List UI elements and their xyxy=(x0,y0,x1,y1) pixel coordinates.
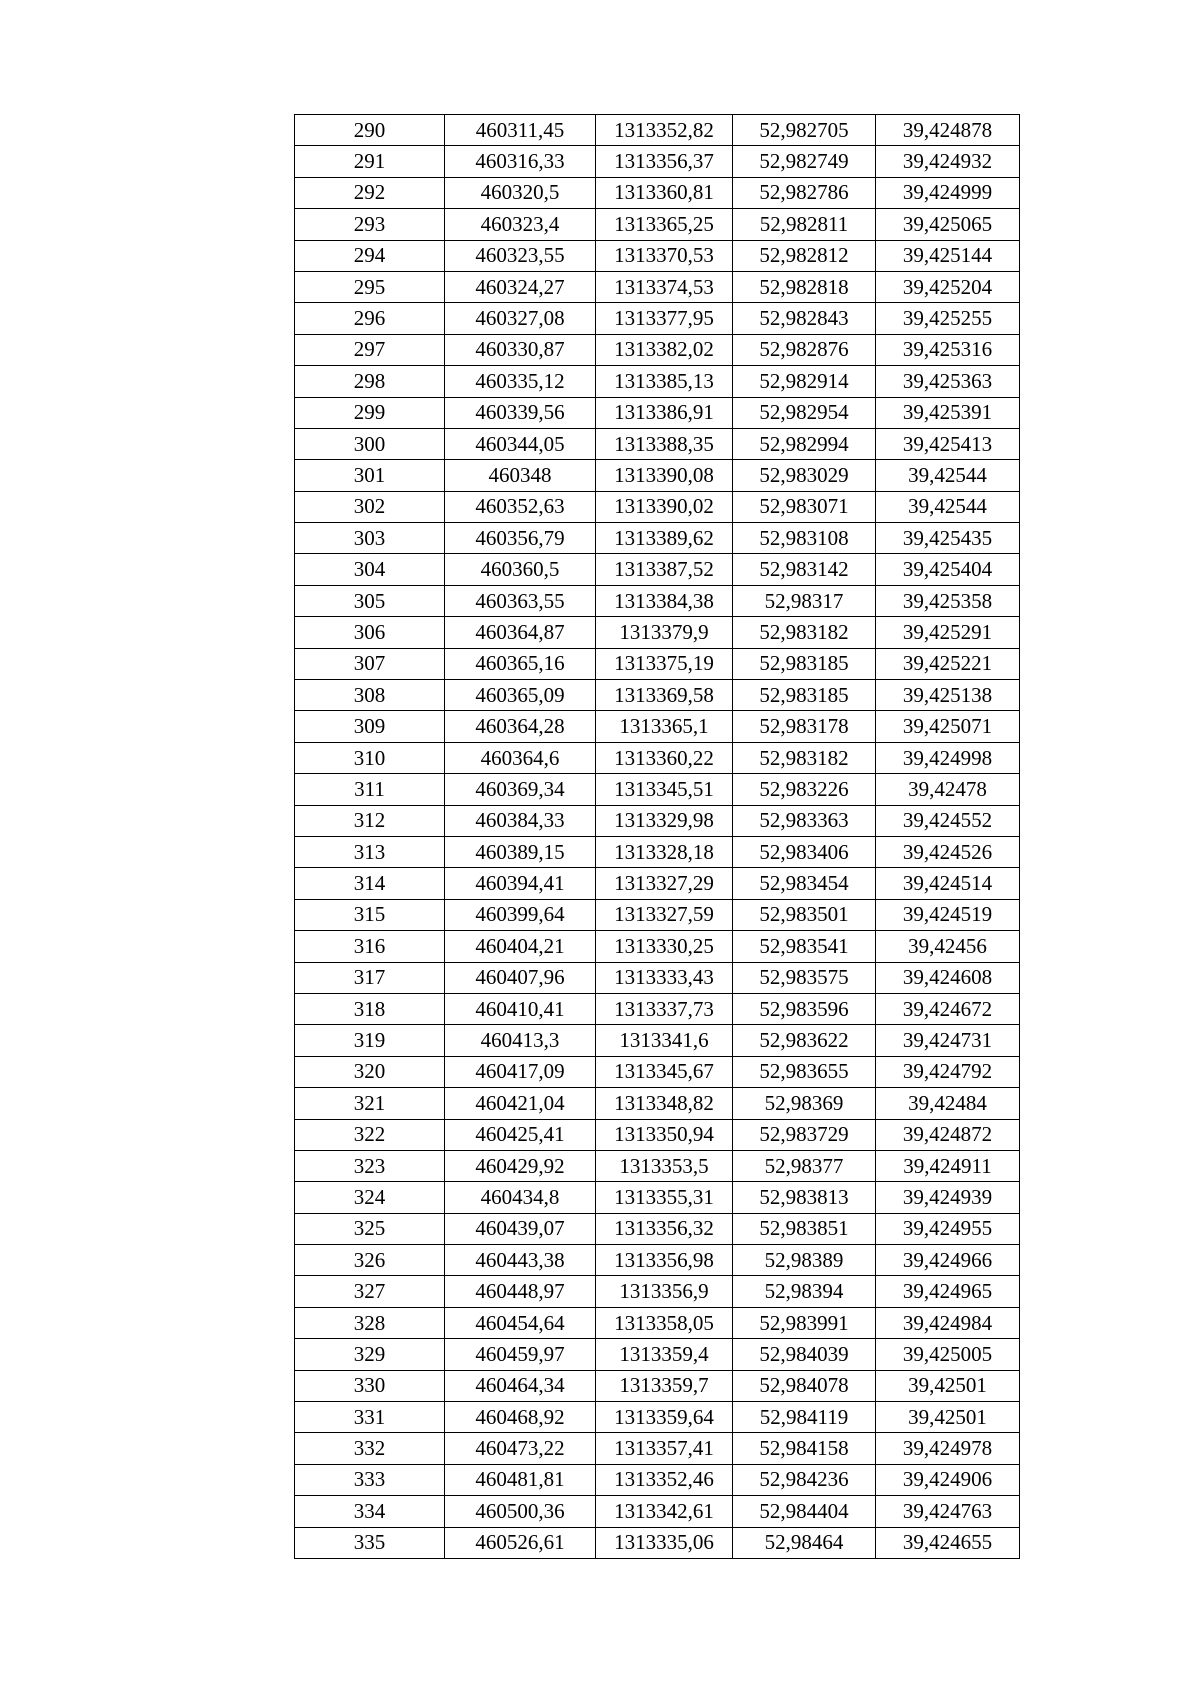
y-coordinate-cell: 1313360,81 xyxy=(596,177,733,208)
y-coordinate-cell: 1313333,43 xyxy=(596,962,733,993)
table-row xyxy=(295,1150,1020,1181)
longitude-cell: 39,425065 xyxy=(876,209,1020,240)
latitude-cell: 52,983178 xyxy=(733,711,876,742)
y-coordinate-cell: 1313355,31 xyxy=(596,1182,733,1213)
table-row xyxy=(295,617,1020,648)
point-number-cell: 304 xyxy=(295,554,445,585)
latitude-cell: 52,983991 xyxy=(733,1307,876,1338)
y-coordinate-cell: 1313358,05 xyxy=(596,1307,733,1338)
x-coordinate-cell: 460339,56 xyxy=(445,397,596,428)
y-coordinate-cell: 1313375,19 xyxy=(596,648,733,679)
longitude-cell: 39,425138 xyxy=(876,680,1020,711)
longitude-cell: 39,424872 xyxy=(876,1119,1020,1150)
latitude-cell: 52,983108 xyxy=(733,523,876,554)
point-number-cell: 311 xyxy=(295,774,445,805)
x-coordinate-cell: 460526,61 xyxy=(445,1527,596,1558)
latitude-cell: 52,984119 xyxy=(733,1402,876,1433)
point-number-cell: 324 xyxy=(295,1182,445,1213)
x-coordinate-cell: 460364,87 xyxy=(445,617,596,648)
y-coordinate-cell: 1313359,4 xyxy=(596,1339,733,1370)
point-number-cell: 321 xyxy=(295,1088,445,1119)
latitude-cell: 52,983454 xyxy=(733,868,876,899)
y-coordinate-cell: 1313359,64 xyxy=(596,1402,733,1433)
latitude-cell: 52,984039 xyxy=(733,1339,876,1370)
latitude-cell: 52,982811 xyxy=(733,209,876,240)
y-coordinate-cell: 1313379,9 xyxy=(596,617,733,648)
y-coordinate-cell: 1313327,59 xyxy=(596,899,733,930)
longitude-cell: 39,425071 xyxy=(876,711,1020,742)
table-row xyxy=(295,428,1020,459)
x-coordinate-cell: 460364,28 xyxy=(445,711,596,742)
y-coordinate-cell: 1313327,29 xyxy=(596,868,733,899)
y-coordinate-cell: 1313348,82 xyxy=(596,1088,733,1119)
table-row xyxy=(295,1527,1020,1558)
table-row xyxy=(295,554,1020,585)
y-coordinate-cell: 1313356,32 xyxy=(596,1213,733,1244)
latitude-cell: 52,983655 xyxy=(733,1056,876,1087)
y-coordinate-cell: 1313385,13 xyxy=(596,366,733,397)
table-row xyxy=(295,931,1020,962)
x-coordinate-cell: 460320,5 xyxy=(445,177,596,208)
table-row xyxy=(295,115,1020,146)
table-row xyxy=(295,303,1020,334)
point-number-cell: 291 xyxy=(295,146,445,177)
latitude-cell: 52,983226 xyxy=(733,774,876,805)
longitude-cell: 39,42478 xyxy=(876,774,1020,805)
latitude-cell: 52,98377 xyxy=(733,1150,876,1181)
table-row xyxy=(295,460,1020,491)
table-row xyxy=(295,1088,1020,1119)
point-number-cell: 327 xyxy=(295,1276,445,1307)
point-number-cell: 292 xyxy=(295,177,445,208)
point-number-cell: 312 xyxy=(295,805,445,836)
latitude-cell: 52,983142 xyxy=(733,554,876,585)
latitude-cell: 52,983185 xyxy=(733,648,876,679)
table-row xyxy=(295,868,1020,899)
point-number-cell: 322 xyxy=(295,1119,445,1150)
table-row xyxy=(295,1307,1020,1338)
x-coordinate-cell: 460421,04 xyxy=(445,1088,596,1119)
point-number-cell: 300 xyxy=(295,428,445,459)
y-coordinate-cell: 1313386,91 xyxy=(596,397,733,428)
longitude-cell: 39,425435 xyxy=(876,523,1020,554)
latitude-cell: 52,982876 xyxy=(733,334,876,365)
latitude-cell: 52,983541 xyxy=(733,931,876,962)
table-row xyxy=(295,680,1020,711)
x-coordinate-cell: 460384,33 xyxy=(445,805,596,836)
longitude-cell: 39,424999 xyxy=(876,177,1020,208)
x-coordinate-cell: 460335,12 xyxy=(445,366,596,397)
point-number-cell: 332 xyxy=(295,1433,445,1464)
point-number-cell: 295 xyxy=(295,271,445,302)
x-coordinate-cell: 460439,07 xyxy=(445,1213,596,1244)
latitude-cell: 52,983596 xyxy=(733,993,876,1024)
x-coordinate-cell: 460369,34 xyxy=(445,774,596,805)
longitude-cell: 39,425316 xyxy=(876,334,1020,365)
y-coordinate-cell: 1313356,98 xyxy=(596,1245,733,1276)
table-row xyxy=(295,271,1020,302)
y-coordinate-cell: 1313345,67 xyxy=(596,1056,733,1087)
longitude-cell: 39,42501 xyxy=(876,1370,1020,1401)
longitude-cell: 39,425221 xyxy=(876,648,1020,679)
table-row xyxy=(295,648,1020,679)
latitude-cell: 52,983029 xyxy=(733,460,876,491)
latitude-cell: 52,98369 xyxy=(733,1088,876,1119)
point-number-cell: 302 xyxy=(295,491,445,522)
x-coordinate-cell: 460389,15 xyxy=(445,836,596,867)
point-number-cell: 316 xyxy=(295,931,445,962)
x-coordinate-cell: 460434,8 xyxy=(445,1182,596,1213)
latitude-cell: 52,98394 xyxy=(733,1276,876,1307)
x-coordinate-cell: 460459,97 xyxy=(445,1339,596,1370)
x-coordinate-cell: 460448,97 xyxy=(445,1276,596,1307)
latitude-cell: 52,982786 xyxy=(733,177,876,208)
y-coordinate-cell: 1313377,95 xyxy=(596,303,733,334)
point-number-cell: 309 xyxy=(295,711,445,742)
table-row xyxy=(295,1433,1020,1464)
longitude-cell: 39,425204 xyxy=(876,271,1020,302)
longitude-cell: 39,425291 xyxy=(876,617,1020,648)
longitude-cell: 39,424965 xyxy=(876,1276,1020,1307)
longitude-cell: 39,424514 xyxy=(876,868,1020,899)
longitude-cell: 39,424939 xyxy=(876,1182,1020,1213)
point-number-cell: 320 xyxy=(295,1056,445,1087)
longitude-cell: 39,424552 xyxy=(876,805,1020,836)
latitude-cell: 52,98389 xyxy=(733,1245,876,1276)
x-coordinate-cell: 460330,87 xyxy=(445,334,596,365)
point-number-cell: 307 xyxy=(295,648,445,679)
table-row xyxy=(295,1496,1020,1527)
point-number-cell: 315 xyxy=(295,899,445,930)
latitude-cell: 52,982914 xyxy=(733,366,876,397)
x-coordinate-cell: 460365,16 xyxy=(445,648,596,679)
latitude-cell: 52,983501 xyxy=(733,899,876,930)
point-number-cell: 296 xyxy=(295,303,445,334)
y-coordinate-cell: 1313387,52 xyxy=(596,554,733,585)
latitude-cell: 52,982843 xyxy=(733,303,876,334)
x-coordinate-cell: 460394,41 xyxy=(445,868,596,899)
x-coordinate-cell: 460425,41 xyxy=(445,1119,596,1150)
table-row xyxy=(295,1119,1020,1150)
coordinates-table-body xyxy=(295,115,1020,1559)
table-row xyxy=(295,836,1020,867)
latitude-cell: 52,983185 xyxy=(733,680,876,711)
longitude-cell: 39,424672 xyxy=(876,993,1020,1024)
longitude-cell: 39,424984 xyxy=(876,1307,1020,1338)
point-number-cell: 318 xyxy=(295,993,445,1024)
longitude-cell: 39,424932 xyxy=(876,146,1020,177)
longitude-cell: 39,42544 xyxy=(876,491,1020,522)
y-coordinate-cell: 1313369,58 xyxy=(596,680,733,711)
y-coordinate-cell: 1313382,02 xyxy=(596,334,733,365)
y-coordinate-cell: 1313330,25 xyxy=(596,931,733,962)
x-coordinate-cell: 460324,27 xyxy=(445,271,596,302)
longitude-cell: 39,424911 xyxy=(876,1150,1020,1181)
x-coordinate-cell: 460407,96 xyxy=(445,962,596,993)
latitude-cell: 52,982818 xyxy=(733,271,876,302)
point-number-cell: 326 xyxy=(295,1245,445,1276)
longitude-cell: 39,424763 xyxy=(876,1496,1020,1527)
x-coordinate-cell: 460417,09 xyxy=(445,1056,596,1087)
latitude-cell: 52,982705 xyxy=(733,115,876,146)
x-coordinate-cell: 460429,92 xyxy=(445,1150,596,1181)
table-row xyxy=(295,1025,1020,1056)
x-coordinate-cell: 460348 xyxy=(445,460,596,491)
y-coordinate-cell: 1313356,9 xyxy=(596,1276,733,1307)
longitude-cell: 39,424526 xyxy=(876,836,1020,867)
y-coordinate-cell: 1313357,41 xyxy=(596,1433,733,1464)
latitude-cell: 52,982994 xyxy=(733,428,876,459)
point-number-cell: 299 xyxy=(295,397,445,428)
y-coordinate-cell: 1313390,08 xyxy=(596,460,733,491)
y-coordinate-cell: 1313341,6 xyxy=(596,1025,733,1056)
latitude-cell: 52,984078 xyxy=(733,1370,876,1401)
latitude-cell: 52,984404 xyxy=(733,1496,876,1527)
y-coordinate-cell: 1313345,51 xyxy=(596,774,733,805)
latitude-cell: 52,983406 xyxy=(733,836,876,867)
point-number-cell: 328 xyxy=(295,1307,445,1338)
x-coordinate-cell: 460399,64 xyxy=(445,899,596,930)
table-row xyxy=(295,585,1020,616)
y-coordinate-cell: 1313365,25 xyxy=(596,209,733,240)
x-coordinate-cell: 460410,41 xyxy=(445,993,596,1024)
table-row xyxy=(295,209,1020,240)
latitude-cell: 52,983729 xyxy=(733,1119,876,1150)
point-number-cell: 329 xyxy=(295,1339,445,1370)
table-row xyxy=(295,146,1020,177)
latitude-cell: 52,983851 xyxy=(733,1213,876,1244)
longitude-cell: 39,425391 xyxy=(876,397,1020,428)
x-coordinate-cell: 460473,22 xyxy=(445,1433,596,1464)
latitude-cell: 52,983182 xyxy=(733,742,876,773)
table-row xyxy=(295,240,1020,271)
longitude-cell: 39,425404 xyxy=(876,554,1020,585)
y-coordinate-cell: 1313335,06 xyxy=(596,1527,733,1558)
longitude-cell: 39,425005 xyxy=(876,1339,1020,1370)
x-coordinate-cell: 460454,64 xyxy=(445,1307,596,1338)
y-coordinate-cell: 1313389,62 xyxy=(596,523,733,554)
y-coordinate-cell: 1313374,53 xyxy=(596,271,733,302)
point-number-cell: 306 xyxy=(295,617,445,648)
longitude-cell: 39,424519 xyxy=(876,899,1020,930)
table-row xyxy=(295,1339,1020,1370)
table-row xyxy=(295,366,1020,397)
y-coordinate-cell: 1313352,82 xyxy=(596,115,733,146)
x-coordinate-cell: 460481,81 xyxy=(445,1464,596,1495)
x-coordinate-cell: 460323,55 xyxy=(445,240,596,271)
y-coordinate-cell: 1313360,22 xyxy=(596,742,733,773)
point-number-cell: 308 xyxy=(295,680,445,711)
latitude-cell: 52,98317 xyxy=(733,585,876,616)
longitude-cell: 39,42484 xyxy=(876,1088,1020,1119)
point-number-cell: 290 xyxy=(295,115,445,146)
longitude-cell: 39,424655 xyxy=(876,1527,1020,1558)
longitude-cell: 39,424731 xyxy=(876,1025,1020,1056)
y-coordinate-cell: 1313370,53 xyxy=(596,240,733,271)
point-number-cell: 310 xyxy=(295,742,445,773)
point-number-cell: 294 xyxy=(295,240,445,271)
y-coordinate-cell: 1313350,94 xyxy=(596,1119,733,1150)
table-row xyxy=(295,1182,1020,1213)
table-row xyxy=(295,1370,1020,1401)
table-row xyxy=(295,334,1020,365)
y-coordinate-cell: 1313390,02 xyxy=(596,491,733,522)
table-row xyxy=(295,1464,1020,1495)
latitude-cell: 52,983071 xyxy=(733,491,876,522)
x-coordinate-cell: 460364,6 xyxy=(445,742,596,773)
latitude-cell: 52,984158 xyxy=(733,1433,876,1464)
table-row xyxy=(295,774,1020,805)
point-number-cell: 301 xyxy=(295,460,445,491)
y-coordinate-cell: 1313329,98 xyxy=(596,805,733,836)
point-number-cell: 331 xyxy=(295,1402,445,1433)
longitude-cell: 39,425413 xyxy=(876,428,1020,459)
table-row xyxy=(295,993,1020,1024)
point-number-cell: 298 xyxy=(295,366,445,397)
point-number-cell: 333 xyxy=(295,1464,445,1495)
x-coordinate-cell: 460323,4 xyxy=(445,209,596,240)
point-number-cell: 330 xyxy=(295,1370,445,1401)
longitude-cell: 39,424955 xyxy=(876,1213,1020,1244)
y-coordinate-cell: 1313384,38 xyxy=(596,585,733,616)
x-coordinate-cell: 460311,45 xyxy=(445,115,596,146)
latitude-cell: 52,982812 xyxy=(733,240,876,271)
point-number-cell: 305 xyxy=(295,585,445,616)
x-coordinate-cell: 460464,34 xyxy=(445,1370,596,1401)
longitude-cell: 39,424906 xyxy=(876,1464,1020,1495)
point-number-cell: 319 xyxy=(295,1025,445,1056)
longitude-cell: 39,424966 xyxy=(876,1245,1020,1276)
table-row xyxy=(295,711,1020,742)
latitude-cell: 52,982954 xyxy=(733,397,876,428)
x-coordinate-cell: 460360,5 xyxy=(445,554,596,585)
latitude-cell: 52,983813 xyxy=(733,1182,876,1213)
table-row xyxy=(295,899,1020,930)
y-coordinate-cell: 1313337,73 xyxy=(596,993,733,1024)
point-number-cell: 325 xyxy=(295,1213,445,1244)
table-row xyxy=(295,1056,1020,1087)
point-number-cell: 317 xyxy=(295,962,445,993)
y-coordinate-cell: 1313353,5 xyxy=(596,1150,733,1181)
x-coordinate-cell: 460327,08 xyxy=(445,303,596,334)
table-row xyxy=(295,177,1020,208)
latitude-cell: 52,983182 xyxy=(733,617,876,648)
latitude-cell: 52,983575 xyxy=(733,962,876,993)
longitude-cell: 39,424792 xyxy=(876,1056,1020,1087)
point-number-cell: 334 xyxy=(295,1496,445,1527)
y-coordinate-cell: 1313356,37 xyxy=(596,146,733,177)
x-coordinate-cell: 460468,92 xyxy=(445,1402,596,1433)
longitude-cell: 39,42456 xyxy=(876,931,1020,962)
longitude-cell: 39,424998 xyxy=(876,742,1020,773)
x-coordinate-cell: 460356,79 xyxy=(445,523,596,554)
longitude-cell: 39,425363 xyxy=(876,366,1020,397)
longitude-cell: 39,425358 xyxy=(876,585,1020,616)
table-row xyxy=(295,1213,1020,1244)
y-coordinate-cell: 1313352,46 xyxy=(596,1464,733,1495)
longitude-cell: 39,424878 xyxy=(876,115,1020,146)
table-row xyxy=(295,742,1020,773)
x-coordinate-cell: 460365,09 xyxy=(445,680,596,711)
longitude-cell: 39,424978 xyxy=(876,1433,1020,1464)
table-row xyxy=(295,523,1020,554)
latitude-cell: 52,983363 xyxy=(733,805,876,836)
x-coordinate-cell: 460363,55 xyxy=(445,585,596,616)
point-number-cell: 313 xyxy=(295,836,445,867)
x-coordinate-cell: 460344,05 xyxy=(445,428,596,459)
point-number-cell: 314 xyxy=(295,868,445,899)
point-number-cell: 303 xyxy=(295,523,445,554)
y-coordinate-cell: 1313328,18 xyxy=(596,836,733,867)
x-coordinate-cell: 460316,33 xyxy=(445,146,596,177)
x-coordinate-cell: 460500,36 xyxy=(445,1496,596,1527)
point-number-cell: 293 xyxy=(295,209,445,240)
table-row xyxy=(295,1276,1020,1307)
table-row xyxy=(295,1245,1020,1276)
point-number-cell: 335 xyxy=(295,1527,445,1558)
point-number-cell: 297 xyxy=(295,334,445,365)
y-coordinate-cell: 1313342,61 xyxy=(596,1496,733,1527)
x-coordinate-cell: 460413,3 xyxy=(445,1025,596,1056)
latitude-cell: 52,98464 xyxy=(733,1527,876,1558)
longitude-cell: 39,425255 xyxy=(876,303,1020,334)
table-row xyxy=(295,962,1020,993)
latitude-cell: 52,984236 xyxy=(733,1464,876,1495)
point-number-cell: 323 xyxy=(295,1150,445,1181)
table-row xyxy=(295,1402,1020,1433)
latitude-cell: 52,982749 xyxy=(733,146,876,177)
latitude-cell: 52,983622 xyxy=(733,1025,876,1056)
table-row xyxy=(295,491,1020,522)
y-coordinate-cell: 1313365,1 xyxy=(596,711,733,742)
y-coordinate-cell: 1313359,7 xyxy=(596,1370,733,1401)
coordinates-table xyxy=(294,114,1020,1559)
table-row xyxy=(295,397,1020,428)
longitude-cell: 39,425144 xyxy=(876,240,1020,271)
x-coordinate-cell: 460352,63 xyxy=(445,491,596,522)
x-coordinate-cell: 460404,21 xyxy=(445,931,596,962)
longitude-cell: 39,42501 xyxy=(876,1402,1020,1433)
table-row xyxy=(295,805,1020,836)
x-coordinate-cell: 460443,38 xyxy=(445,1245,596,1276)
longitude-cell: 39,424608 xyxy=(876,962,1020,993)
y-coordinate-cell: 1313388,35 xyxy=(596,428,733,459)
longitude-cell: 39,42544 xyxy=(876,460,1020,491)
